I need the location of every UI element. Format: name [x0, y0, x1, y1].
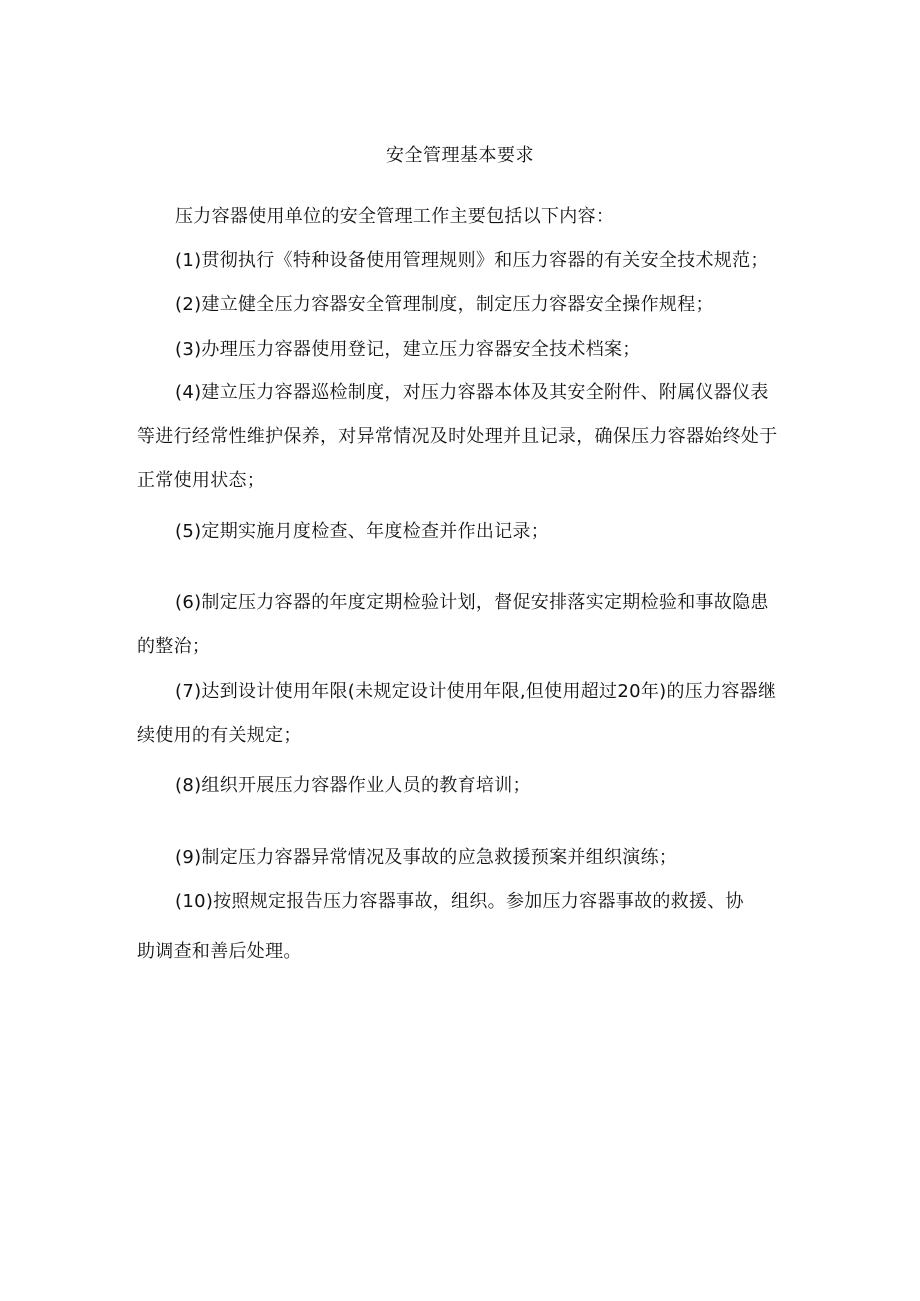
list-item-7-line-1: (7)达到设计使用年限(未规定设计使用年限,但使用超过20年)的压力容器继: [175, 681, 777, 702]
list-item-2: (2)建立健全压力容器安全管理制度，制定压力容器安全操作规程；: [175, 294, 714, 315]
list-item-6-line-2: 的整治；: [137, 636, 211, 657]
page-title: 安全管理基本要求: [386, 145, 534, 166]
list-item-3: (3)办理压力容器使用登记，建立压力容器安全技术档案；: [175, 339, 641, 360]
list-item-4-line-3: 正常使用状态；: [137, 470, 266, 491]
list-item-7-line-2: 续使用的有关规定；: [137, 725, 302, 746]
list-item-4-line-1: (4)建立压力容器巡检制度，对压力容器本体及其安全附件、附属仪器仪表: [175, 382, 769, 403]
list-item-5: (5)定期实施月度检查、年度检查并作出记录；: [175, 521, 550, 542]
list-item-10-line-1: (10)按照规定报告压力容器事故，组织。参加压力容器事故的救援、协: [175, 891, 744, 912]
intro-paragraph: 压力容器使用单位的安全管理工作主要包括以下内容：: [175, 206, 615, 227]
list-item-10-line-2: 助调查和善后处理。: [137, 941, 302, 962]
list-item-1: (1)贯彻执行《特种设备使用管理规则》和压力容器的有关安全技术规范；: [175, 250, 769, 271]
list-item-9: (9)制定压力容器异常情况及事故的应急救援预案并组织演练；: [175, 847, 678, 868]
list-item-4-line-2: 等进行经常性维护保养，对异常情况及时处理并且记录，确保压力容器始终处于: [137, 426, 778, 447]
list-item-8: (8)组织开展压力容器作业人员的教育培训；: [175, 775, 531, 796]
list-item-6-line-1: (6)制定压力容器的年度定期检验计划，督促安排落实定期检验和事故隐患: [175, 592, 769, 613]
